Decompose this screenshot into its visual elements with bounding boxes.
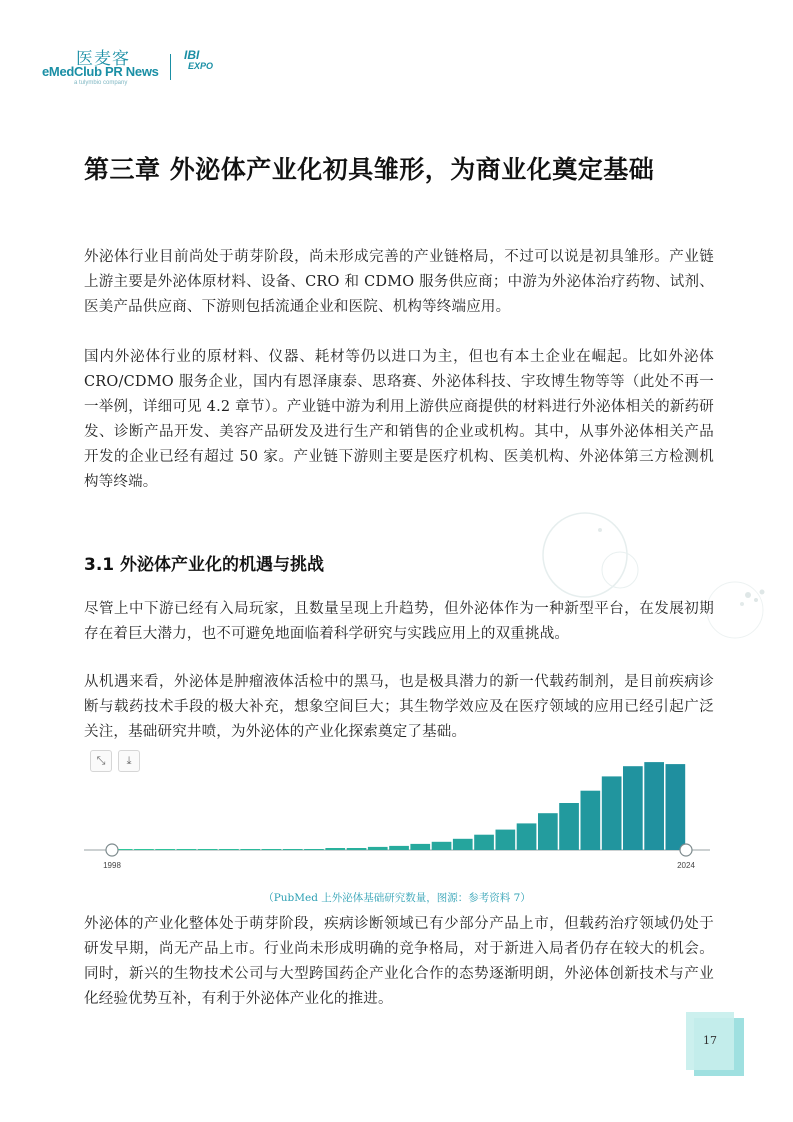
chart-caption: （PubMed 上外泌体基础研究数量，图源：参考资料 7） <box>263 892 531 904</box>
bar-2014 <box>453 839 473 850</box>
bar-1999 <box>134 849 154 850</box>
bar-2015 <box>474 835 494 850</box>
bar-2013 <box>432 842 452 850</box>
bar-2012 <box>410 844 430 850</box>
logo-english-name: eMedClub PR News <box>42 64 159 79</box>
restore-zoom-icon[interactable]: ⤡ <box>90 750 112 772</box>
bar-2010 <box>368 847 388 850</box>
logo-chinese-name: 医麦客 <box>76 49 130 69</box>
paragraph-4: 从机遇来看，外泌体是肿瘤液体活检中的黑马，也是极具潜力的新一代载药制剂，是目前疾病诊断与载药技术手段的极大补充，想象空间巨大；其生物学效应及在医疗领域的应用已经引起广泛关注，基础研究井喷，为外泌体的产业化探索奠定了基础。 <box>84 674 714 740</box>
range-start-handle[interactable] <box>106 844 118 856</box>
partner-logo <box>176 50 213 72</box>
range-end-handle[interactable] <box>680 844 692 856</box>
bar-2023 <box>644 762 664 850</box>
bar-2003 <box>219 849 239 850</box>
bar-2006 <box>283 849 303 850</box>
paragraph-3: 尽管上中下游已经有入局玩家，且数量呈现上升趋势，但外泌体作为一种新型平台，在发展初期存在着巨大潜力，也不可避免地面临着科学研究与实践应用上的双重挑战。 <box>84 601 714 642</box>
x-label-end: 2024 <box>677 861 695 870</box>
chapter-title: 第三章 外泌体产业化初具雏形，为商业化奠定基础 <box>84 155 655 184</box>
bar-2000 <box>155 849 175 850</box>
bar-2009 <box>347 848 367 850</box>
x-label-start: 1998 <box>103 861 121 870</box>
section-title: 3.1 外泌体产业化的机遇与挑战 <box>84 555 325 575</box>
bar-2019 <box>559 803 579 850</box>
bar-2020 <box>581 791 601 850</box>
paragraph-1: 外泌体行业目前尚处于萌芽阶段，尚未形成完善的产业链格局，不过可以说是初具雏形。产业链上游主要是外泌体原材料、设备、CRO 和 CDMO 服务供应商；中游为外泌体治疗药物、试剂、医美产品供应商、下游则包括流通企业和医院、机构等终端应用。 <box>84 249 714 315</box>
bar-2002 <box>198 849 218 850</box>
bar-2024 <box>666 764 686 850</box>
page-number-box <box>686 1012 744 1076</box>
bar-chart <box>84 748 710 880</box>
bar-2018 <box>538 813 558 850</box>
header-logo <box>38 44 258 90</box>
bar-2004 <box>240 849 260 850</box>
download-icon[interactable]: ⤓ <box>118 750 140 772</box>
bar-2021 <box>602 776 622 850</box>
logo-tagline: a tulymbio company <box>74 80 128 86</box>
paragraph-5: 外泌体的产业化整体处于萌芽阶段，疾病诊断领域已有少部分产品上市，但载药治疗领域仍处于研发早期，尚无产品上市。行业尚未形成明确的竞争格局，对于新进入局者仍存在较大的机会。同时，新兴的生物技术公司与大型跨国药企产业化合作的态势逐渐明朗，外泌体创新技术与产业化经验优势互补，有利于外泌体产业化的推进。 <box>84 916 714 1007</box>
chart-container <box>84 748 710 880</box>
bar-2008 <box>325 848 345 850</box>
partner-logo-line1: IBI <box>184 48 200 62</box>
bar-2001 <box>177 849 197 850</box>
bar-2011 <box>389 846 409 850</box>
partner-logo-line2: EXPO <box>188 61 214 71</box>
page-number: 17 <box>703 1034 717 1047</box>
bar-2022 <box>623 766 643 850</box>
bar-2007 <box>304 849 324 850</box>
bar-2017 <box>517 823 537 850</box>
logo-divider <box>170 54 171 80</box>
bar-2005 <box>262 849 282 850</box>
bar-2016 <box>496 830 516 850</box>
paragraph-2: 国内外泌体行业的原材料、仪器、耗材等仍以进口为主，但也有本土企业在崛起。比如外泌体 CRO/CDMO 服务企业，国内有恩泽康泰、思珞赛、外泌体科技、宇玫博生物等等（此处不再一一举例，详细可见 4.2 章节）。产业链中游为利用上游供应商提供的材料进行外泌体相关的新药研发、诊断产品开发、美容产品研发及进行生产和销售的企业或机构。其中，从事外泌体相关产品开发的企业已经有超过 50 家。产业链下游则主要是医疗机构、医美机构、外泌体第三方检测机构等终端。 <box>84 349 714 490</box>
